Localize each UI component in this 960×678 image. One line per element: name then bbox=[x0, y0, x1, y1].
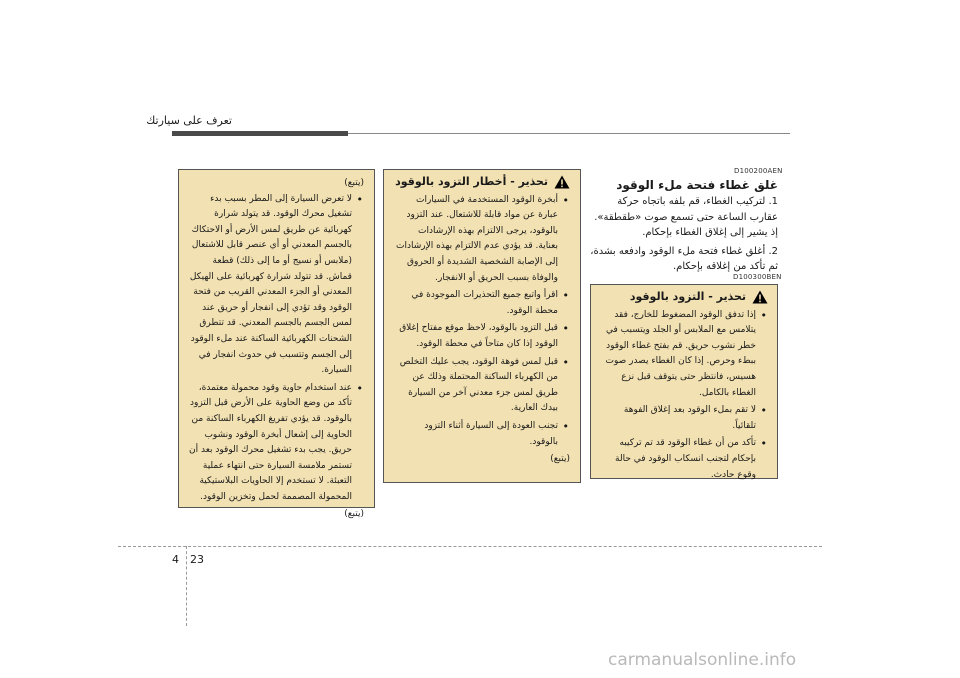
chapter-number: 4 bbox=[172, 553, 179, 566]
watermark: carmanualsonline.info bbox=[608, 650, 797, 670]
warning-box-refueling bbox=[590, 284, 778, 479]
step-item bbox=[590, 244, 778, 275]
step-number: 2. bbox=[768, 245, 778, 257]
list-item: • قبل التزود بالوقود، لاحظ موقع مفتاح إغلاق الوقود إذا كان متاحاً في محطة الوقود. bbox=[394, 321, 558, 352]
header-bar-thick bbox=[172, 131, 348, 136]
warning-box-refuel-hazards bbox=[383, 169, 581, 483]
list-item: • لا تعرض السيارة إلى المطر بسبب بدء تشغيل محرك الوقود. قد يتولد شرارة كهربائية عن طريق لمس الأرض أو الاحتكاك بالجسم المعدني أو أي عنصر قابل للاشتعال (ملابس أو نسيج أو ما إلى ذلك) قطعة قماش. قد تتولد شرارة كهربائية على الهيكل المعدني أو الجزء المعدني القريب من فتحة الوقود وقد تؤدي إلى انفجار أو حريق عند لمس الجسم بالجسم المعدني. قد تتطرق الشحنات الكهربائية الساكنة عند ملء الوقود إلى الجسم وتتسبب في حدوث انفجار في السيارة. bbox=[189, 192, 352, 379]
list-item: • أبخرة الوقود المستخدمة في السيارات عبارة عن مواد قابلة للاشتعال. عند التزود بالوقود، يرجى الالتزام بهذه الإرشادات بعناية. قد يؤدي عدم الالتزام بهذه الإرشادات إلى الإصابة الشخصية الشديدة أو الحروق والوفاة بسبب الحريق أو الانفجار. bbox=[394, 193, 558, 287]
list-item: • اقرأ واتبع جميع التحذيرات الموجودة في محطة الوقود. bbox=[394, 288, 558, 319]
footer-divider bbox=[118, 546, 822, 547]
warning-triangle-icon bbox=[554, 175, 570, 189]
list-item: • عند استخدام حاوية وقود محمولة معتمدة، تأكد من وضع الحاوية على الأرض قبل التزود بالوقود. قد يؤدي تفريغ الكهرباء الساكنة من الحاوية إلى إشعال أبخرة الوقود ونشوب حريق. يجب بدء تشغيل محرك الوقود بعد أن تستمر ملامسة السيارة حتى انتهاء عملية التعبئة. لا تستخدم إلا الحاويات البلاستيكية المحمولة المصممة لحمل وتخزين الوقود. bbox=[189, 381, 352, 506]
warning-list bbox=[600, 308, 768, 484]
section-code-bottom: D100300BEN bbox=[733, 273, 782, 281]
continued-tag-bottom: (يتبع) bbox=[344, 509, 364, 520]
section-title: غلق غطاء فتحة ملء الوقود bbox=[616, 178, 778, 192]
warning-title bbox=[600, 289, 768, 305]
list-item: • إذا تدفق الوقود المضغوط للخارج، فقد يتلامس مع الملابس أو الجلد ويتسبب في خطر نشوب حريق. قم بفتح غطاء الوقود ببطء وحرص. إذا كان الغطاء يصدر صوت هسيس، فانتظر حتى يتوقف قبل نزع الغطاء بالكامل. bbox=[600, 308, 756, 402]
note-list bbox=[189, 192, 364, 506]
warning-title-text: تحذير - أخطار التزود بالوقود bbox=[395, 175, 548, 188]
step-text: لتركيب الغطاء، قم بلفه باتجاه حركة عقارب الساعة حتى تسمع صوت «طقطقة». إذ يشير إلى إغلاق الغطاء بإحكام. bbox=[594, 196, 778, 238]
list-item: • قبل لمس فوهة الوقود، يجب عليك التخلص من الكهرباء الساكنة المحتملة وذلك عن طريق لمس جزء معدني آخر من السيارة بيدك العارية. bbox=[394, 355, 558, 417]
warning-title-text: تحذير - التزود بالوقود bbox=[629, 290, 746, 303]
step-text: أغلق غطاء فتحة ملء الوقود وادفعه بشدة، ثم تأكد من إغلاقه بإحكام. bbox=[590, 245, 778, 272]
header-bar-thin bbox=[348, 133, 790, 134]
step-item bbox=[590, 194, 778, 241]
page-number: 23 bbox=[190, 553, 204, 566]
continued-tag-bottom: (يتبع) bbox=[550, 454, 570, 465]
list-item: • لا تقم بملء الوقود بعد إغلاق الفوهة تلقائياً. bbox=[600, 403, 756, 434]
step-number: 1. bbox=[768, 196, 778, 207]
chapter-title: تعرف على سيارتك bbox=[146, 114, 232, 127]
continued-tag-top: (يتبع) bbox=[344, 178, 364, 188]
warning-title bbox=[394, 174, 570, 190]
note-box-continued bbox=[178, 169, 375, 520]
warning-triangle-icon bbox=[752, 290, 768, 304]
list-item: • تأكد من أن غطاء الوقود قد تم تركيبه بإحكام لتجنب انسكاب الوقود في حالة وقوع حادث. bbox=[600, 436, 756, 483]
footer-vertical-divider bbox=[186, 546, 187, 626]
section-code-top: D100200AEN bbox=[734, 167, 783, 175]
step-list bbox=[590, 194, 778, 278]
list-item: • تجنب العودة إلى السيارة أثناء التزود بالوقود. bbox=[394, 419, 558, 450]
warning-list bbox=[394, 193, 570, 451]
